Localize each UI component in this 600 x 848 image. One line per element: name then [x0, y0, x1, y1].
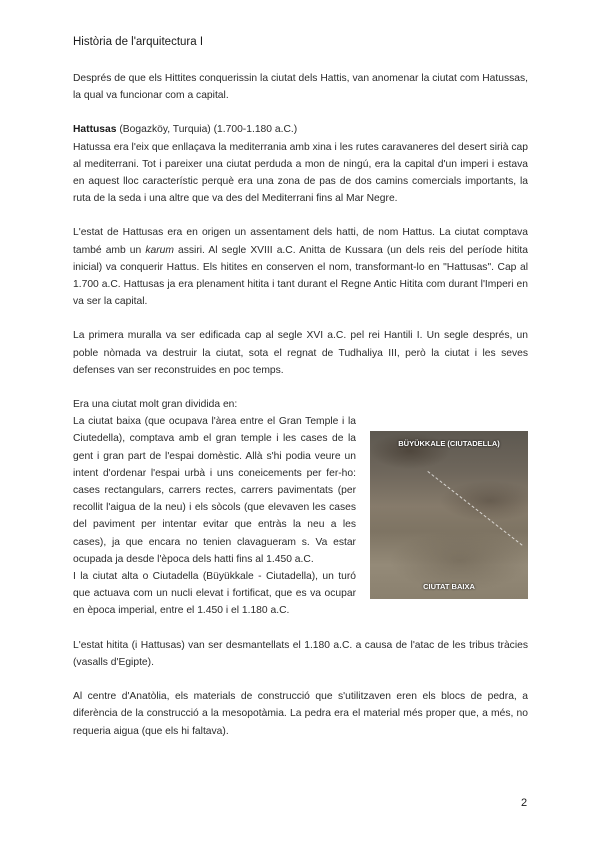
figure-block [73, 413, 528, 619]
paragraph-origin [73, 224, 528, 310]
section-subtitle: (Bogazköy, Turquia) (1.700-1.180 a.C.) [116, 124, 298, 136]
paragraph-upper-city: I la ciutat alta o Ciutadella (Büyükkale - Ciutadella), un turó que actuava com un nucli elevat i fortificat, que es va ocupar en època imperial, entre el 1.450 i el 1.180 a.C. [73, 571, 356, 617]
hattusas-photo [370, 431, 528, 599]
paragraph-lower-city: La ciutat baixa (que ocupava l'àrea entre el Gran Temple i la Ciutedella), comptava amb el gran temple i les cases de la gent i gran part de l'espai domèstic. Allà s'hi podia veure un intent d'ordenar l'espai urbà i uns coneicements per fer-ho: cases rectangulars, carrers rectes, carrers pavimentats (per recollit l'aigua de la neu) i els sòcols (que elevaven les cases del paviment per intentar evitar que entràs la neu a les cases), ja que encara no tenien clavagueram s. Va estar ocupada ja desde l'època dels hatti fins al 1.450 a.C. [73, 416, 356, 565]
paragraph-intro: Després de que els Hittites conquerissin la ciutat dels Hattis, van anomenar la ciutat com Hatussas, la qual va funcionar com a capital. [73, 73, 528, 102]
paragraph-hattusas-body: Hatussa era l'eix que enllaçava la mediterrania amb xina i les rutes caravaneres del desert sirià cap al mediterrani. Tot i pareixer una ciutat perduda a mon de ningú, era la capital d'un imperi i estava en aquest lloc característic perquè era una zona de pas de dos camins comercials importants, la ruta de la seda i una altre que va des del Mediterrani fins al Mar Negre. [73, 141, 528, 205]
photo-label-lower-city: CIUTAT BAIXA [423, 582, 475, 592]
karum-term: karum [145, 244, 174, 256]
paragraph-origin-b: assiri. Al segle XVIII a.C. Anitta de Kussara (un dels reis del període hitita inicial) va conquerir Hattus. Els hitites en conserven el nom, transformant-lo en "Hattusas". Cap al 1.700 a.C. Hattusas ja era plenament hitita i tant durant el Regne Antic Hitita com durant l'Imperi en va ser la capital. [73, 244, 528, 308]
document-header: Història de l'arquitectura I [73, 36, 204, 48]
paragraph-dismantled: L'estat hitita (i Hattusas) van ser desmantellats el 1.180 a.C. a causa de l'atac de les tribus tràcies (vasalls d'Egipte). [73, 639, 528, 668]
page-number: 2 [521, 797, 528, 809]
paragraph-origin-a: L'estat de Hattusas era en origen un assentament dels hatti, de nom Hattus. La ciutat comptava també amb un [73, 227, 528, 256]
photo-label-citadel: BÜYÜKKALE (CIUTADELLA) [398, 439, 500, 449]
paragraph-division-intro: Era una ciutat molt gran dividida en: [73, 399, 238, 411]
section-heading: Hattusas [73, 124, 117, 136]
photo-dashed-line [427, 471, 523, 546]
paragraph-wall: La primera muralla va ser edificada cap al segle XVI a.C. pel rei Hantili I. Un segle després, un poble nòmada va destruir la ciutat, sota el regnat de Tudhaliya III, però la ciutat i les seves defenses van ser reconstruides en poc temps. [73, 330, 528, 376]
paragraph-hattusas [73, 121, 528, 207]
figure-text [73, 413, 356, 619]
document-body [73, 70, 528, 740]
paragraph-materials: Al centre d'Anatòlia, els materials de construcció que s'utilitzaven eren els blocs de pedra, a diferència de la construcció a la mesopotàmia. La pedra era el material més proper que, a més, no requeria aigua (que els hi faltava). [73, 691, 528, 737]
